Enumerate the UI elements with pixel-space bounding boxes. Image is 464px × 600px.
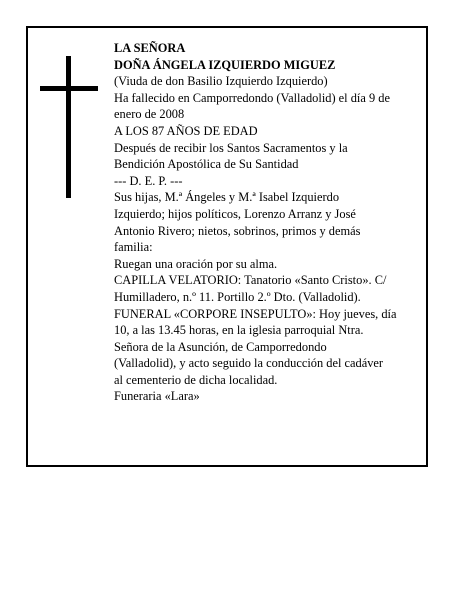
sacraments-line: Después de recibir los Santos Sacramentos y la (114, 140, 348, 155)
cross-vertical-bar (66, 56, 71, 198)
cross-icon (40, 56, 98, 198)
family-line: Antonio Rivero; nietos, sobrinos, primos y demás (114, 223, 361, 238)
death-place-date-line: Ha fallecido en Camporredondo (Valladolid) el día 9 de (114, 90, 390, 105)
funeral-line: 10, a las 13.45 horas, en la iglesia parroquial Ntra. (114, 323, 364, 338)
age-line: A LOS 87 AÑOS DE EDAD (114, 123, 258, 138)
funeral-line: Señora de la Asunción, de Camporredondo (114, 339, 327, 354)
obituary-notice (26, 26, 428, 467)
family-line: Sus hijas, M.ª Ángeles y M.ª Isabel Izquierdo (114, 190, 340, 205)
wake-chapel-line: Humilladero, n.º 11. Portillo 2.º Dto. (Valladolid). (114, 289, 361, 304)
funeral-line: (Valladolid), y acto seguido la conducción del cadáver (114, 356, 384, 371)
notice-text (114, 40, 428, 405)
family-line: familia: (114, 240, 153, 255)
title-line: LA SEÑORA (114, 41, 186, 55)
cross-horizontal-bar (40, 86, 98, 91)
prayer-request-line: Ruegan una oración por su alma. (114, 256, 278, 271)
widow-of-line: (Viuda de don Basilio Izquierdo Izquierdo) (114, 74, 328, 89)
death-date-line: enero de 2008 (114, 107, 185, 122)
blessing-line: Bendición Apostólica de Su Santidad (114, 157, 299, 172)
funeral-line: FUNERAL «CORPORE INSEPULTO»: Hoy jueves, día (114, 306, 397, 321)
family-line: Izquierdo; hijos políticos, Lorenzo Arranz y José (114, 206, 356, 221)
funeral-home-line: Funeraria «Lara» (114, 389, 200, 404)
deceased-name: DOÑA ÁNGELA IZQUIERDO MIGUEZ (114, 57, 336, 72)
rip-line: --- D. E. P. --- (114, 173, 183, 188)
funeral-line: al cementerio de dicha localidad. (114, 372, 278, 387)
wake-chapel-line: CAPILLA VELATORIO: Tanatorio «Santo Cristo». C/ (114, 273, 387, 288)
